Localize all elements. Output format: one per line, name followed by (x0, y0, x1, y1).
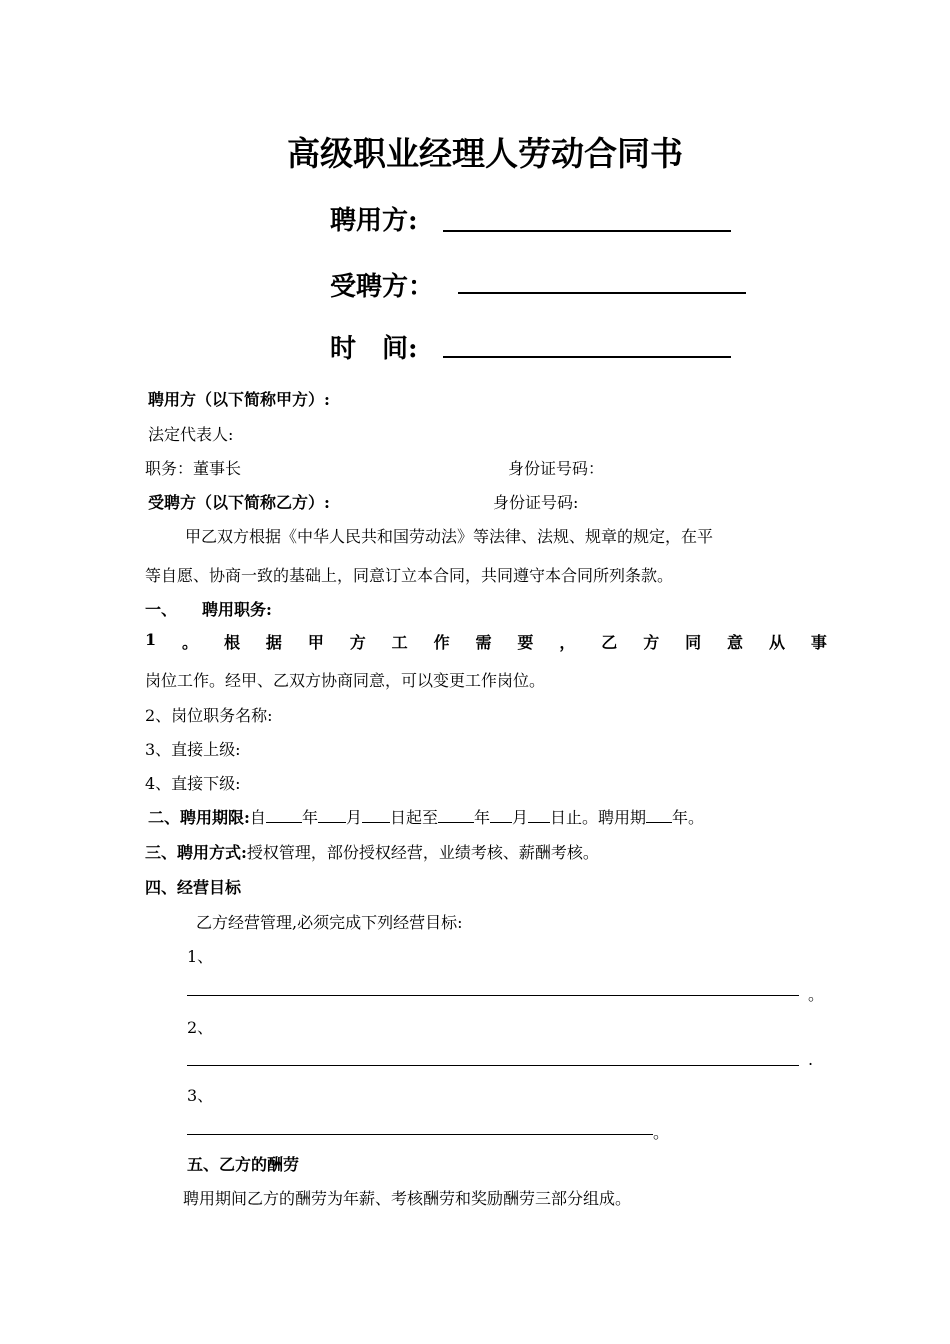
goal-fill-line-3 (187, 1134, 653, 1135)
section1-item4: 4、直接下级: (145, 774, 241, 793)
section4-intro: 乙方经营管理,必须完成下列经营目标: (196, 913, 463, 932)
item1-char: 需 (475, 633, 492, 652)
item1-char: 从 (768, 633, 785, 652)
preamble-line-1: 甲乙双方根据《中华人民共和国劳动法》等法律、法规、规章的规定，在平 (185, 527, 714, 546)
section3-text: 授权管理，部份授权经营，业绩考核、薪酬考核。 (246, 843, 599, 862)
goal-fill-line-1 (187, 995, 799, 996)
start-year-blank (266, 808, 302, 823)
item1-char: 方 (349, 633, 366, 652)
id-number-label-a: 身份证号码： (508, 459, 605, 478)
item1-char: 要 (517, 633, 534, 652)
item1-char: 同 (685, 633, 702, 652)
item1-char: 乙 (601, 633, 618, 652)
item1-char: 。 (182, 633, 199, 652)
goal-number-2: 2、 (187, 1018, 214, 1037)
goal-fill-line-2 (187, 1065, 799, 1066)
party-a-label: 聘用方（以下简称甲方）: (148, 390, 330, 409)
item1-char: 据 (265, 633, 282, 652)
item1-char: 工 (391, 633, 408, 652)
document-title: 高级职业经理人劳动合同书 (287, 134, 683, 173)
item1-char: 作 (433, 633, 450, 652)
goal-end-3: 。 (653, 1123, 670, 1142)
section1-item1-line2: 岗位工作。经甲、乙双方协商同意，可以变更工作岗位。 (145, 671, 546, 690)
end-year-blank (438, 808, 474, 823)
section1-item2: 2、岗位职务名称: (145, 706, 273, 725)
section5-heading: 五、乙方的酬劳 (187, 1155, 300, 1174)
section1-heading: 聘用职务: (202, 600, 272, 619)
goal-number-3: 3、 (187, 1086, 214, 1105)
item1-char: 方 (643, 633, 660, 652)
section2-heading: 二、聘用期限: (148, 808, 250, 827)
section5-text: 聘用期间乙方的酬劳为年薪、考核酬劳和奖励酬劳三部分组成。 (183, 1189, 632, 1208)
section1-number: 一、 (145, 600, 178, 619)
employee-fill-line (458, 292, 746, 294)
preamble-line-2: 等自愿、协商一致的基础上，同意订立本合同，共同遵守本合同所列条款。 (145, 566, 674, 585)
start-day-blank (362, 808, 390, 823)
goal-end-1: 。 (808, 985, 825, 1004)
id-number-label-b: 身份证号码: (493, 493, 579, 512)
term-from: 自 (249, 808, 266, 827)
time-label: 时 间: (330, 334, 418, 364)
employer-label: 聘用方: (330, 206, 418, 236)
legal-rep-label: 法定代表人: (148, 425, 234, 444)
term-day-end: 日止。聘用期 (550, 808, 647, 827)
position-text: 职务：董事长 (145, 459, 242, 478)
term-year: 年 (301, 808, 318, 827)
party-b-label: 受聘方（以下简称乙方）: (148, 493, 330, 512)
employer-fill-line (443, 230, 731, 232)
end-month-blank (490, 808, 512, 823)
term-year-2: 年 (473, 808, 490, 827)
item1-char: 1 (145, 630, 157, 649)
employee-label: 受聘方： (330, 272, 435, 302)
end-day-blank (528, 808, 550, 823)
item1-char: 事 (810, 633, 827, 652)
section1-item3: 3、直接上级: (145, 740, 241, 759)
term-month: 月 (345, 808, 362, 827)
item1-char: 甲 (307, 633, 324, 652)
section1-item1-line1 (145, 630, 827, 653)
term-month-2: 月 (512, 808, 529, 827)
goal-number-1: 1、 (187, 947, 214, 966)
item1-char: 意 (727, 633, 744, 652)
item1-char: 根 (223, 633, 240, 652)
section2-term-line (148, 805, 704, 828)
start-month-blank (318, 808, 346, 823)
section3-line (145, 840, 599, 863)
term-year-3: 年。 (672, 808, 705, 827)
section3-heading: 三、聘用方式: (145, 843, 247, 862)
goal-end-2: . (808, 1050, 814, 1069)
term-day-to: 日起至 (389, 808, 438, 827)
time-fill-line (443, 356, 731, 358)
term-years-blank (646, 808, 672, 823)
item1-char: ， (559, 633, 576, 652)
section4-heading: 四、经营目标 (145, 878, 242, 897)
